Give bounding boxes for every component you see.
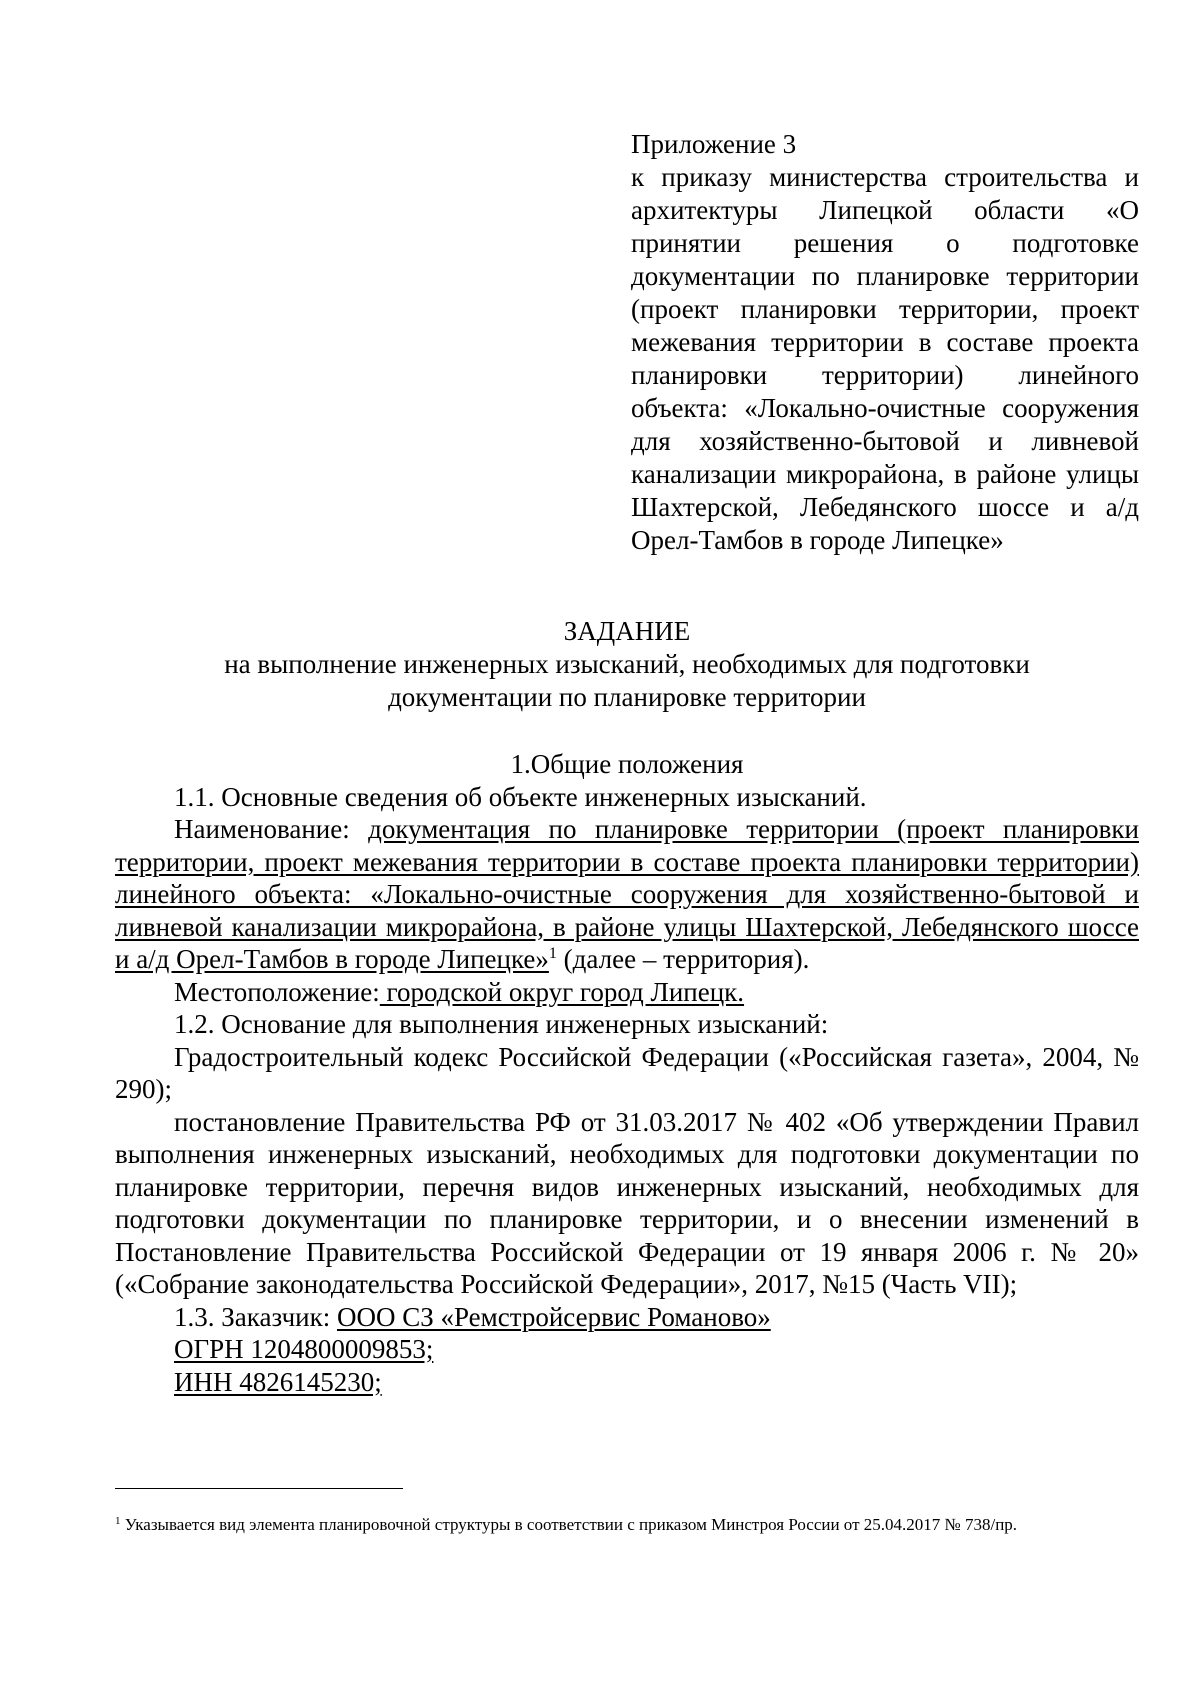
object-name-paragraph [115, 813, 1139, 976]
footnote-separator [115, 1488, 403, 1489]
document-body [115, 748, 1139, 1398]
footnote-mark: 1 [115, 1515, 121, 1527]
section-heading: 1.Общие положения [510, 749, 744, 779]
appendix-number: Приложение 3 [631, 129, 797, 159]
footnote-reference: 1 [548, 945, 557, 962]
customer-value: ООО СЗ «Ремстройсервис Романово» [336, 1301, 771, 1332]
ogrn-value: ОГРН 1204800009853; [174, 1334, 434, 1364]
location-value: городской округ город Липецк. [379, 976, 745, 1007]
customer-inn [115, 1366, 1139, 1399]
title-subtitle-line1: на выполнение инженерных изысканий, необходимых для подготовки [224, 649, 1030, 679]
object-name-label: Наименование: [174, 814, 369, 844]
basis-town-planning-code: Градостроительный кодекс Российской Федерации («Российская газета», 2004, № 290); [115, 1041, 1139, 1104]
object-name-suffix: (далее – территория). [556, 944, 810, 974]
paragraph-1-1: 1.1. Основные сведения об объекте инженерных изысканий. [174, 781, 867, 812]
title-subtitle-line2: документации по планировке территории [388, 682, 866, 712]
location-label: Местоположение: [174, 976, 380, 1007]
footnote-paragraph [115, 1513, 1139, 1536]
footnote [115, 1513, 1139, 1536]
customer-label: 1.3. Заказчик: [174, 1301, 337, 1332]
customer-ogrn [115, 1333, 1139, 1366]
customer-paragraph [115, 1301, 1139, 1334]
footnote-text: Указывается вид элемента планировочной структуры в соответствии с приказом Минстроя России от 25.04.2017 № 738/пр. [120, 1515, 1018, 1534]
location-paragraph [115, 976, 1139, 1009]
basis-government-decree: постановление Правительства РФ от 31.03.2017 № 402 «Об утверждении Правил выполнения инженерных изысканий, необходимых для подготовки документации по планировке территории, перечня видов инженерных изысканий, необходимых для подготовки документации по планировке территории, и о внесении изменений в Постановление Правительства Российской Федерации от 19 января 2006 г. № 20» («Собрание законодательства Российской Федерации», 2017, №15 (Часть VII); [115, 1106, 1139, 1299]
paragraph-1-2: 1.2. Основание для выполнения инженерных изысканий: [174, 1009, 829, 1039]
appendix-header [631, 128, 1139, 557]
appendix-reference: к приказу министерства строительства и архитектуры Липецкой области «О принятии решения о подготовке документации по планировке территории (проект планировки территории, проект межевания территории в составе проекта планировки территории) линейного объекта: «Локально-очистные сооружения для хозяйственно-бытовой и ливневой канализации микрорайона, в районе улицы Шахтерской, Лебедянского шоссе и а/д Орел-Тамбов в городе Липецке» [631, 162, 1139, 555]
object-name-value: документация по планировке территории (проект планировки территории, проект межевания территории в составе проекта планировки территории) линейного объекта: «Локально-очистные сооружения для хозяйственно-бытовой и ливневой канализации микрорайона, в районе улицы Шахтерской, Лебедянского шоссе и а/д Орел-Тамбов в городе Липецке» [115, 814, 1139, 974]
title-heading: ЗАДАНИЕ [563, 616, 691, 646]
inn-value: ИНН 4826145230; [174, 1366, 382, 1397]
document-title [115, 615, 1139, 714]
